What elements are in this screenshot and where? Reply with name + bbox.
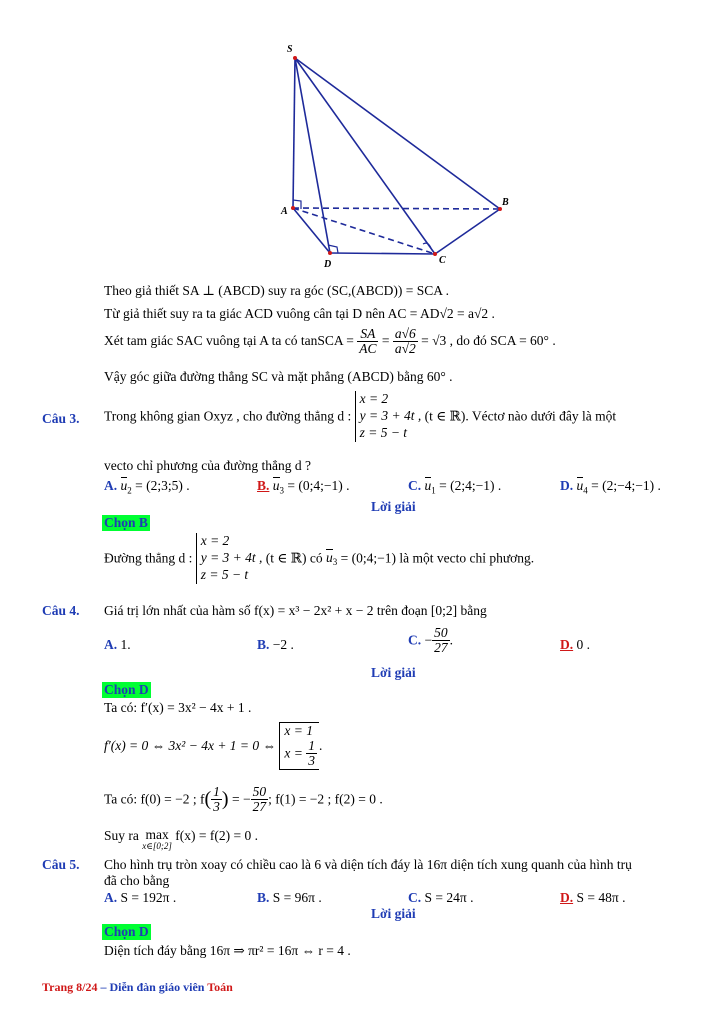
- q3-text-line2: vecto chỉ phương của đường thẳng d ?: [104, 458, 311, 473]
- q4-loigiai: Lời giải: [371, 665, 416, 680]
- q3-text-post: . Véctơ nào dưới đây là một: [465, 408, 617, 424]
- paren-open: (: [204, 788, 212, 811]
- option-value: S = 24π .: [424, 890, 474, 905]
- option-letter: A.: [104, 637, 118, 652]
- frac-num: a√6: [394, 326, 416, 341]
- pyramid-figure: [270, 35, 530, 270]
- edge-ad: [293, 208, 330, 253]
- option-letter: B.: [257, 637, 270, 652]
- sol2-line3: [104, 327, 556, 356]
- fraction-50-27: [432, 626, 450, 655]
- q4-sol4-pre: Suy ra: [104, 828, 139, 843]
- vertex-a: [291, 206, 295, 210]
- option-letter: D.: [560, 890, 574, 905]
- option-value: S = 192π .: [120, 890, 177, 905]
- frac-num: SA: [357, 327, 378, 342]
- fraction-sqrt: [393, 327, 418, 356]
- option-letter: A.: [104, 890, 118, 905]
- q3-loigiai: Lời giải: [371, 499, 416, 514]
- max-operator: [142, 828, 172, 851]
- vector-sub: 1: [431, 485, 436, 496]
- q4-root-2-pre: x =: [284, 745, 303, 761]
- q4-sol4-post: f(x) = f(2) = 0 .: [175, 828, 258, 843]
- q3-sol-param: (t ∈ ℝ) có: [265, 550, 323, 566]
- q4-sol3-mid: = −: [231, 791, 251, 807]
- fraction-50-27-val: [251, 785, 269, 814]
- option-letter: D.: [560, 478, 574, 493]
- q3-sol-post: = (0;4;−1) là một vecto chỉ phương.: [337, 550, 535, 566]
- q5-loigiai: Lời giải: [371, 906, 416, 921]
- option-value: = (2;4;−1) .: [435, 478, 502, 493]
- q4-roots-bracket: [279, 722, 319, 770]
- q4-sol-line1: Ta có: f′(x) = 3x² − 4x + 1 .: [104, 700, 252, 715]
- q3-option-d[interactable]: [560, 478, 661, 496]
- frac-den: 27: [434, 640, 448, 656]
- vector-u: u: [272, 478, 280, 493]
- q3-sol-sys-x: x = 2: [200, 533, 230, 548]
- q4-sol2-tail: .: [319, 737, 323, 753]
- q5-option-c[interactable]: [408, 890, 473, 906]
- edge-sb: [295, 58, 500, 209]
- frac-num: 1: [308, 738, 316, 754]
- q4-sol3-post: ; f(1) = −2 ; f(2) = 0 .: [268, 791, 383, 807]
- max-word: max: [145, 827, 169, 842]
- option-letter: C.: [408, 478, 422, 493]
- q5-text1: Cho hình trụ tròn xoay có chiều cao là 6 và diện tích đáy là 16π diện tích xung quanh của hình trụ: [104, 857, 632, 872]
- label-d: D: [324, 259, 332, 270]
- q3-option-a[interactable]: [104, 478, 190, 496]
- vector-u: u: [120, 478, 128, 493]
- q4-sol-line3: [104, 785, 383, 814]
- q4-root-2: [284, 739, 317, 768]
- q5-option-b[interactable]: [257, 890, 322, 906]
- label-b: B: [502, 197, 509, 208]
- vector-sub: 3: [279, 485, 285, 496]
- edge-dc: [330, 253, 435, 254]
- frac-den: AC: [359, 341, 377, 357]
- vector-u: u: [326, 550, 333, 566]
- q5-sol-line1: Diện tích đáy bằng 16π ⇒ πr² = 16π ⇔ r = 4 .: [104, 943, 351, 958]
- q4-sol2-pre: f′(x) = 0 ⇔ 3x² − 4x + 1 = 0 ⇔: [104, 737, 277, 753]
- option-letter: B.: [257, 890, 270, 905]
- option-letter: D.: [560, 637, 574, 652]
- edge-ac-hidden: [293, 208, 435, 254]
- q3-answer: Chọn B: [104, 515, 148, 530]
- label-a: A: [281, 206, 288, 217]
- q5-label: Câu 5.: [42, 857, 80, 872]
- q3-option-b[interactable]: [257, 478, 350, 496]
- q3-sol-system: [196, 533, 263, 584]
- q4-option-c[interactable]: [408, 626, 453, 655]
- frac-num: 50: [434, 625, 448, 640]
- q3-label: Câu 3.: [42, 411, 80, 426]
- q4-label: Câu 4.: [42, 603, 80, 618]
- q3-text-pre: Trong không gian Oxyz , cho đường thẳng d :: [104, 408, 352, 424]
- option-letter: B.: [257, 478, 270, 493]
- q3-sol-sys-z: z = 5 − t: [200, 566, 249, 582]
- q3-option-c[interactable]: [408, 478, 501, 496]
- q5-text2: đã cho bằng: [104, 873, 170, 888]
- vector-sub: 3: [332, 557, 338, 568]
- option-value: = (2;−4;−1) .: [587, 478, 661, 493]
- label-c: C: [439, 255, 446, 266]
- q4-option-b[interactable]: [257, 637, 294, 653]
- frac-num: 1: [213, 784, 220, 799]
- q4-answer: Chọn D: [104, 682, 149, 697]
- vector-sub: 4: [583, 485, 588, 496]
- q3-sol-sys-y: y = 3 + 4t ,: [200, 549, 263, 565]
- vector-sub: 2: [127, 485, 132, 496]
- paren-close: ): [221, 788, 229, 811]
- q4-text: Giá trị lớn nhất của hàm số f(x) = x³ − 2x² + x − 2 trên đoạn [0;2] bằng: [104, 603, 487, 618]
- max-domain: x∈[0;2]: [142, 840, 172, 851]
- q4-sol-line2: [104, 722, 322, 770]
- edge-sd: [295, 58, 330, 253]
- option-value: −2 .: [272, 637, 294, 652]
- frac-den: 3: [213, 799, 220, 815]
- q4-root-1: x = 1: [284, 723, 314, 738]
- q3-param: (t ∈ ℝ): [424, 408, 466, 424]
- option-tail: .: [449, 632, 453, 648]
- sol2-line3-eq: =: [381, 332, 390, 348]
- option-value: = (0;4;−1) .: [284, 478, 350, 493]
- option-letter: C.: [408, 632, 422, 648]
- q5-option-d[interactable]: [560, 890, 625, 906]
- q3-solution: [104, 533, 534, 584]
- option-value: = (2;3;5) .: [131, 478, 190, 493]
- option-letter: C.: [408, 890, 422, 905]
- q4-sol-line4: [104, 828, 258, 851]
- footer-page: Trang 8/24: [42, 980, 98, 994]
- option-sign: −: [424, 632, 433, 648]
- sol2-line3-post: = √3 , do đó SCA = 60° .: [421, 332, 556, 348]
- vector-u: u: [576, 478, 584, 493]
- q5-option-a[interactable]: [104, 890, 176, 906]
- q3-sol-pre: Đường thẳng d :: [104, 550, 193, 566]
- q4-option-a[interactable]: [104, 637, 131, 653]
- q4-option-d[interactable]: [560, 637, 590, 653]
- q3-sys-x: x = 2: [359, 391, 389, 406]
- q5-answer: Chọn D: [104, 924, 149, 939]
- frac-num: 50: [252, 784, 267, 799]
- fraction-1-3: [306, 739, 317, 768]
- fraction-sa-ac: [357, 327, 378, 356]
- q3-text: [104, 391, 616, 442]
- q4-sol3-pre: Ta có: f(0) = −2 ; f: [104, 791, 205, 807]
- footer-forum: – Diễn đàn giáo viên: [97, 980, 208, 994]
- vector-u: u: [424, 478, 432, 493]
- sol2-line1: Theo giả thiết SA ⊥ (ABCD) suy ra góc (SC,(ABCD)) = SCA .: [104, 283, 450, 298]
- page-footer: [42, 980, 233, 995]
- fraction-1-3-arg: [211, 785, 222, 814]
- frac-den: 27: [252, 799, 267, 815]
- frac-den: a√2: [394, 341, 416, 357]
- vertex-s: [293, 56, 297, 60]
- option-value: 1.: [120, 637, 131, 652]
- option-value: S = 48π .: [576, 890, 626, 905]
- sol2-line3-pre: Xét tam giác SAC vuông tại A ta có tanSCA =: [104, 332, 354, 348]
- vertex-d: [328, 251, 332, 255]
- edge-cb: [435, 209, 500, 254]
- option-value: S = 96π .: [272, 890, 322, 905]
- edge-sa: [293, 58, 295, 208]
- option-letter: A.: [104, 478, 118, 493]
- q3-line-system: [355, 391, 422, 442]
- sol2-line4: Vậy góc giữa đường thẳng SC và mặt phẳng (ABCD) bằng 60° .: [104, 369, 453, 384]
- vertex-c: [433, 252, 437, 256]
- edge-sc: [295, 58, 435, 254]
- sol2-line2: Từ giả thiết suy ra ta giác ACD vuông cân tại D nên AC = AD√2 = a√2 .: [104, 306, 495, 321]
- q3-sys-y: y = 3 + 4t ,: [359, 407, 422, 423]
- label-s: S: [287, 44, 293, 55]
- frac-den: 3: [308, 753, 316, 769]
- q3-sys-z: z = 5 − t: [359, 424, 408, 440]
- edge-ab-hidden: [293, 208, 500, 209]
- footer-subject: Toán: [207, 980, 233, 994]
- option-value: 0 .: [576, 637, 590, 652]
